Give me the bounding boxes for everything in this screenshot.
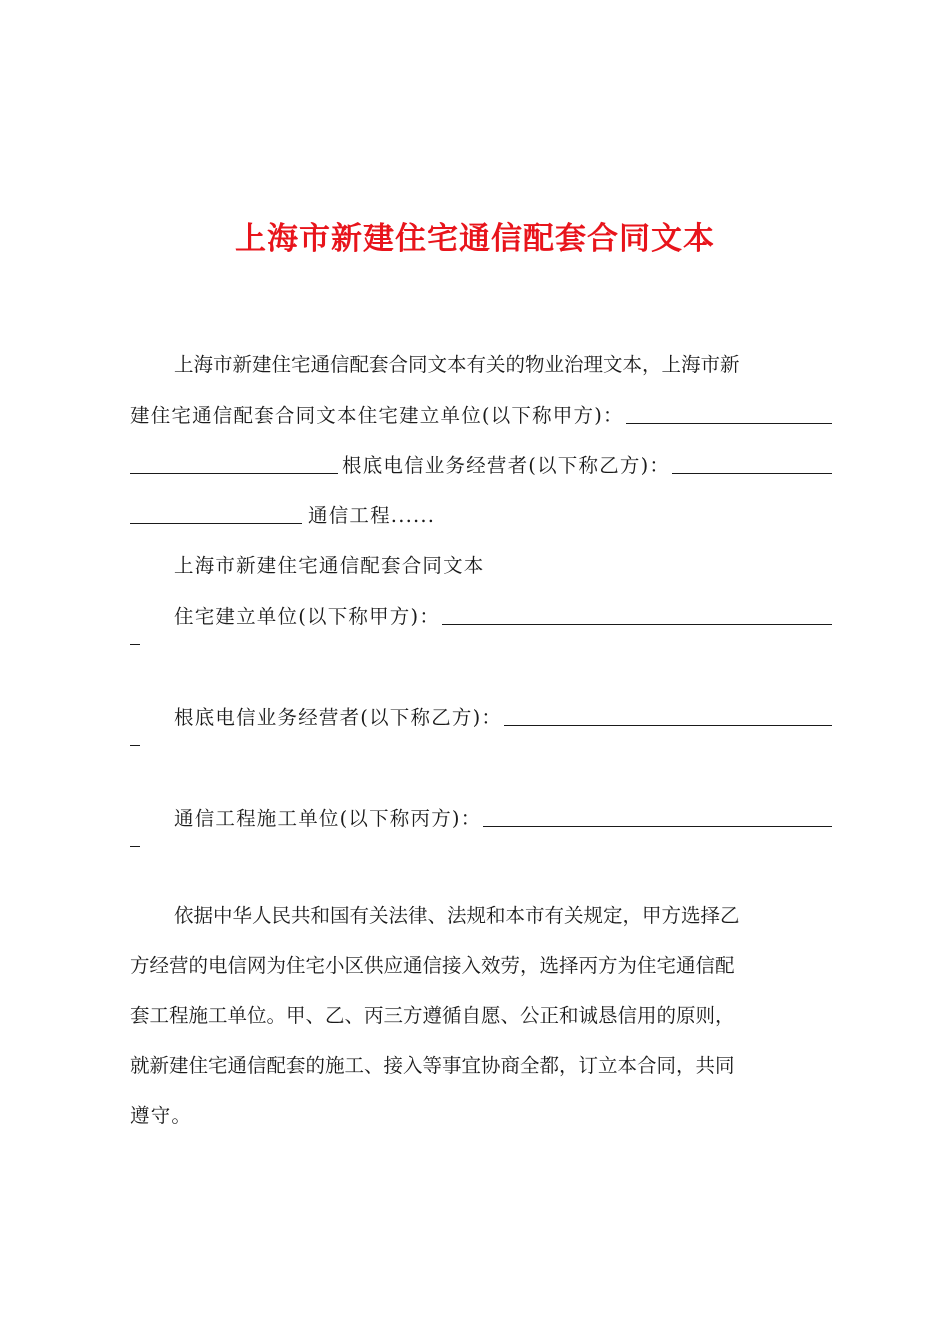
party-c-name-field[interactable]: [483, 826, 832, 827]
party-b-name-field[interactable]: [504, 725, 832, 726]
intro-line-3: [130, 446, 832, 486]
party-a-line: [130, 597, 832, 637]
party-a-label: 住宅建立单位(以下称甲方)：: [174, 605, 441, 628]
paragraph-line-3: [130, 996, 832, 1036]
intro-line-1: [130, 345, 832, 385]
paragraph-text-4: 就新建住宅通信配套的施工、接入等事宜协商全都，订立本合同，共同: [130, 1054, 735, 1077]
party-a-blank-field-continued[interactable]: [130, 473, 338, 474]
party-b-blank-field-continued[interactable]: [130, 523, 302, 524]
party-b-line: [130, 698, 832, 738]
contract-heading: 上海市新建住宅通信配套合同文本: [174, 554, 485, 577]
underline-tail: [130, 846, 140, 847]
party-b-label: 根底电信业务经营者(以下称乙方)：: [174, 706, 503, 729]
party-c-line: [130, 799, 832, 839]
document-title: 上海市新建住宅通信配套合同文本: [235, 221, 715, 257]
intro-line-2: [130, 396, 832, 436]
paragraph-text-3: 套工程施工单位。甲、乙、丙三方遵循自愿、公正和诚恳信用的原则，: [130, 1004, 735, 1027]
party-c-tail-line: [130, 850, 832, 890]
party-a-blank-field[interactable]: [626, 423, 832, 424]
party-b-tail-line: [130, 749, 832, 789]
intro-line-4: [130, 496, 832, 536]
party-c-label: 通信工程施工单位(以下称丙方)：: [174, 807, 482, 830]
paragraph-line-1: [130, 896, 832, 936]
intro-text-2: 建住宅通信配套合同文本住宅建立单位(以下称甲方)：: [130, 404, 624, 427]
paragraph-text-5: 遵守。: [130, 1104, 193, 1127]
underline-tail: [130, 644, 140, 645]
paragraph-line-2: [130, 946, 832, 986]
paragraph-line-4: [130, 1046, 832, 1086]
intro-text-3: 根底电信业务经营者(以下称乙方)：: [342, 454, 671, 477]
paragraph-text-2: 方经营的电信网为住宅小区供应通信接入效劳，选择丙方为住宅通信配: [130, 954, 735, 977]
party-a-tail-line: [130, 648, 832, 688]
underline-tail: [130, 745, 140, 746]
intro-text-4: 通信工程......: [308, 504, 436, 527]
paragraph-text-1: 依据中华人民共和国有关法律、法规和本市有关规定，甲方选择乙: [174, 904, 740, 927]
paragraph-line-5: [130, 1096, 832, 1136]
party-a-name-field[interactable]: [442, 624, 832, 625]
party-b-blank-field[interactable]: [672, 473, 832, 474]
contract-heading-line: [130, 546, 832, 586]
intro-text-1: 上海市新建住宅通信配套合同文本有关的物业治理文本，上海市新: [174, 353, 740, 376]
